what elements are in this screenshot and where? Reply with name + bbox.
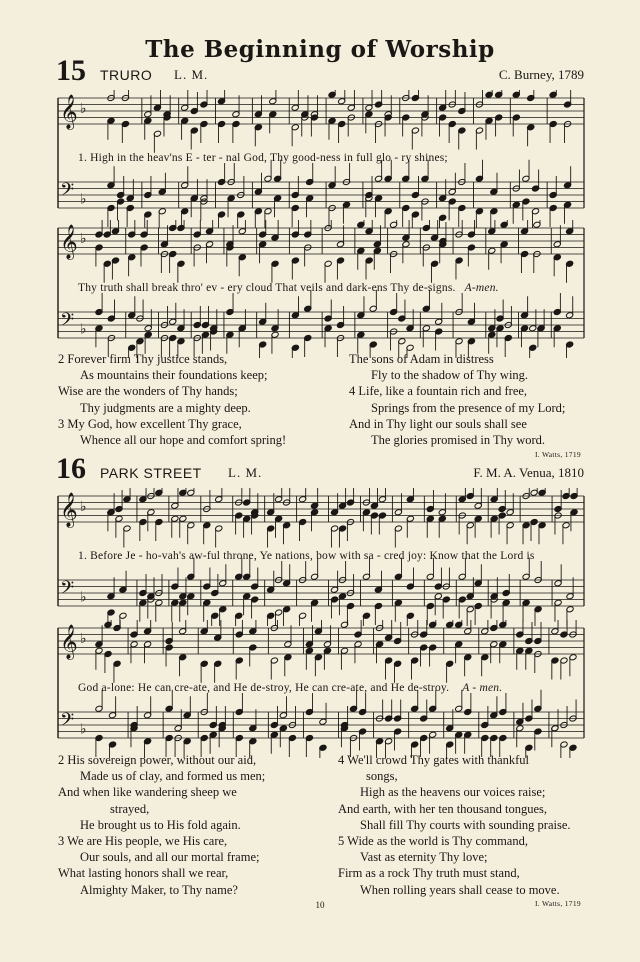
music-system [56, 220, 586, 358]
key-signature: ♭ [80, 100, 87, 117]
verse-line: And earth, with her ten thousand tongues, [338, 801, 547, 816]
lyrics-line [78, 282, 582, 294]
treble-clef: 𝄞 [60, 492, 78, 528]
verse-line: strayed, [110, 801, 150, 816]
treble-clef: 𝄞 [60, 624, 78, 660]
music-system [56, 620, 586, 758]
key-signature: ♭ [80, 498, 87, 515]
key-signature: ♭ [80, 321, 87, 338]
verse-block [338, 752, 571, 898]
verse-line: Fly to the shadow of Thy wing. [371, 368, 529, 383]
verse-line: What lasting honors shall we rear, [58, 866, 229, 881]
verse-line: Shall fill Thy courts with sounding praise. [360, 817, 571, 832]
lyrics-line [78, 682, 582, 694]
verse-line: Springs from the presence of my Lord; [371, 400, 566, 415]
page-title: The Beginning of Worship [145, 36, 495, 63]
music-system [56, 90, 586, 228]
key-signature: ♭ [80, 630, 87, 647]
key-signature: ♭ [80, 230, 87, 247]
composer: C. Burney, 1789 [498, 67, 584, 82]
verse-line: 3 My God, how excellent Thy grace, [58, 416, 242, 431]
verse-line: As mountains their foundations keep; [80, 368, 268, 383]
meter: L. M. [228, 465, 263, 480]
verse-line: songs, [366, 769, 398, 784]
tune-name: PARK STREET [100, 465, 202, 481]
bass-clef: 𝄢 [60, 709, 75, 735]
verse-line: 2 Forever firm Thy justice stands, [58, 352, 228, 366]
lyrics-line: 1. Before Je - ho-vah's aw-ful throne, Ye nations, bow with sa - cred joy: Know that the Lord is [78, 550, 535, 562]
key-signature: ♭ [80, 721, 87, 738]
verse-line: Thy judgments are a mighty deep. [80, 400, 251, 415]
tune-name: TRURO [100, 67, 153, 83]
author-credit: I. Watts, 1719 [535, 899, 581, 908]
verse-line: 3 We are His people, we His care, [58, 834, 228, 849]
amen-label: A-men. [464, 282, 499, 294]
amen-label: A - men. [462, 682, 503, 694]
verse-line: And when like wandering sheep we [58, 785, 237, 800]
verse-line: 2 His sovereign power, without our aid, [58, 753, 257, 767]
key-signature: ♭ [80, 191, 87, 208]
verse-block [58, 752, 265, 898]
treble-clef: 𝄞 [60, 94, 78, 130]
verse-line: And in Thy light our souls shall see [349, 416, 527, 431]
meter: L. M. [174, 67, 209, 82]
treble-clef: 𝄞 [60, 224, 78, 260]
verse-block [349, 351, 565, 448]
verse-line: Almighty Maker, to Thy name? [80, 882, 238, 897]
lyrics-text: Thy truth shall break thro' ev - ery cloud That veils and dark-ens Thy de-signs. [78, 282, 456, 294]
music-system [56, 488, 586, 626]
bass-clef: 𝄢 [60, 577, 75, 603]
verse-line: Our souls, and all our mortal frame; [80, 850, 260, 865]
verse-line: Whence all our hope and comfort spring! [80, 433, 287, 448]
verse-line: The glories promised in Thy word. [371, 433, 546, 448]
bass-clef: 𝄢 [60, 179, 75, 205]
hymn-15-header [56, 54, 584, 87]
verse-line: Made us of clay, and formed us men; [80, 769, 266, 784]
hymn-number: 15 [56, 54, 86, 87]
verse-line: The sons of Adam in distress [349, 352, 494, 366]
hymn-number: 16 [56, 452, 86, 485]
verse-line: Wise are the wonders of Thy hands; [58, 384, 238, 399]
verse-line: 5 Wide as the world is Thy command, [338, 834, 528, 849]
page-number: 10 [315, 900, 325, 910]
composer: F. M. A. Venua, 1810 [473, 465, 584, 480]
verse-line: 4 Life, like a fountain rich and free, [349, 384, 528, 399]
verse-block [58, 351, 286, 448]
bass-clef: 𝄢 [60, 309, 75, 335]
lyrics-line: 1. High in the heav'ns E - ter - nal God, Thy good-ness in full glo - ry shines; [78, 152, 448, 164]
lyrics-text: God a-lone: He can cre-ate, and He de-stroy, He can cre-ate, and He de-stroy. [78, 682, 450, 694]
author-credit: I. Watts, 1719 [535, 450, 581, 459]
key-signature: ♭ [80, 589, 87, 606]
verse-line: When rolling years shall cease to move. [360, 882, 560, 897]
verse-line: 4 We'll crowd Thy gates with thankful [338, 753, 530, 767]
verse-line: He brought us to His fold again. [80, 817, 241, 832]
verse-line: Firm as a rock Thy truth must stand, [338, 866, 520, 881]
verse-line: Vast as eternity Thy love; [360, 850, 488, 865]
verse-line: High as the heavens our voices raise; [360, 785, 546, 800]
